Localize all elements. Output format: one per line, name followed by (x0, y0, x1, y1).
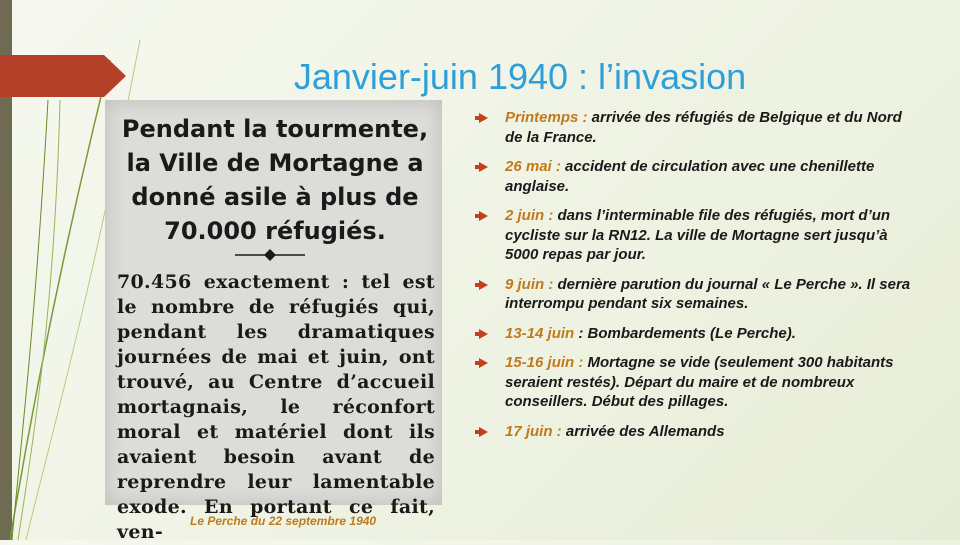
timeline-list (478, 108, 918, 451)
arrow-bullet-icon (479, 211, 488, 221)
arrow-bullet-icon (479, 427, 488, 437)
arrow-bullet-icon (479, 280, 488, 290)
item-date: 15-16 juin : (505, 354, 584, 371)
item-text: Mortagne se vide (seulement 300 habitants seraient restés). Départ du maire et de nombreux conseillers. Début des pillages. (505, 354, 894, 410)
item-text: arrivée des réfugiés de Belgique et du Nord de la France. (505, 109, 902, 146)
item-date: 13-14 juin (505, 324, 575, 342)
item-date: 2 juin : (505, 207, 554, 224)
clipping-body: 70.456 exactement : tel est le nombre de réfugiés qui, pendant les dramatiques journées de mai et juin, ont trouvé, au Centre d’accueil mortagnais, le réconfort moral et matériel dont ils avaient besoin avant de reprendre leur lamentable exode. En portant ce fait, ven- (117, 271, 435, 543)
list-item (478, 206, 918, 265)
title-arrow-tab (0, 55, 126, 97)
item-date: 26 mai : (505, 158, 561, 175)
slide-title: Janvier-juin 1940 : l’invasion (293, 56, 747, 97)
arrow-bullet-icon (479, 358, 488, 368)
list-item (478, 108, 918, 147)
item-text: : Bombardements (Le Perche). (574, 324, 796, 342)
item-text: accident de circulation avec une chenillette anglaise. (505, 158, 875, 195)
ornament-divider (235, 248, 305, 262)
item-date: 9 juin : (505, 275, 554, 293)
list-item (478, 324, 918, 344)
item-text: arrivée des Allemands (561, 422, 725, 440)
arrow-bullet-icon (479, 329, 488, 339)
item-date: 17 juin : (505, 422, 562, 440)
list-item (478, 422, 918, 442)
arrow-bullet-icon (479, 113, 488, 123)
item-date: Printemps : (505, 109, 588, 126)
item-text: dernière parution du journal « Le Perche ». Il sera interrompu pendant six semaines. (505, 275, 911, 312)
clipping-caption: Le Perche du 22 septembre 1940 (190, 514, 377, 528)
arrow-bullet-icon (479, 162, 488, 172)
list-item (478, 275, 918, 314)
item-text: dans l’interminable file des réfugiés, mort d’un cycliste sur la RN12. La ville de Mortagne sert jusqu’à 5000 repas par jour. (505, 207, 891, 263)
list-item (478, 157, 918, 196)
list-item (478, 353, 918, 412)
clipping-headline: Pendant la tourmente, la Ville de Mortagne a donné asile à plus de 70.000 réfugiés. (121, 115, 429, 245)
